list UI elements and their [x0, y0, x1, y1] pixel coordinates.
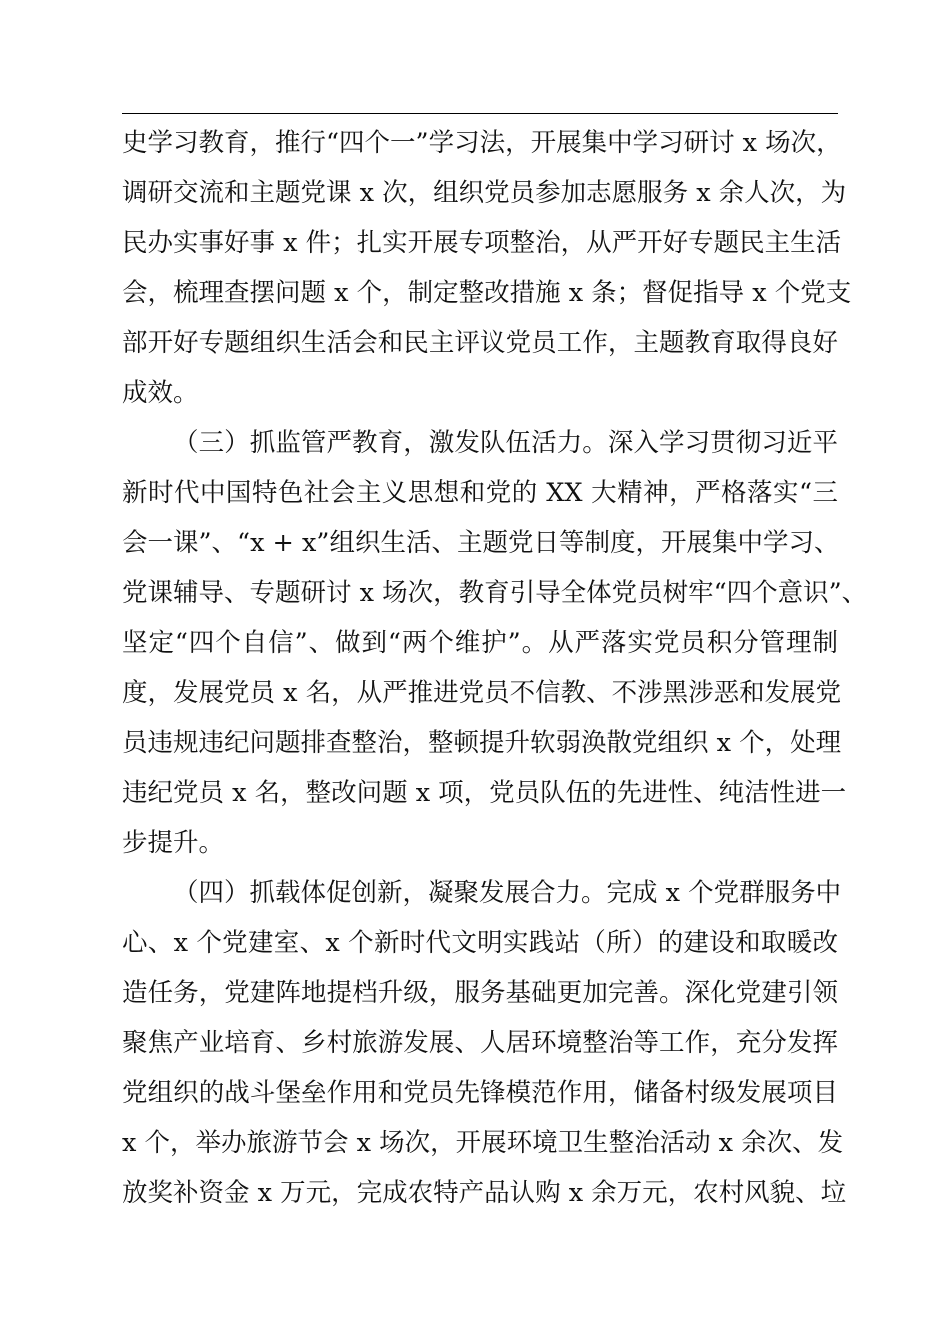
text-line: 党课辅导、专题研讨 x 场次，教育引导全体党员树牢“四个意识”、 [122, 578, 868, 608]
section-heading-line: （四）抓载体促创新，凝聚发展合力。完成 x 个党群服务中 [173, 878, 842, 908]
text-line: 放奖补资金 x 万元，完成农特产品认购 x 余万元，农村风貌、垃 [122, 1178, 847, 1208]
header-rule [122, 113, 838, 114]
text-line: x 个，举办旅游节会 x 场次，开展环境卫生整治活动 x 余次、发 [122, 1128, 844, 1158]
text-line: 会一课”、“x + x”组织生活、主题党日等制度，开展集中学习、 [122, 528, 840, 558]
text-line: 聚焦产业培育、乡村旅游发展、人居环境整治等工作，充分发挥 [122, 1028, 838, 1058]
text-line: 违纪党员 x 名，整改问题 x 项，党员队伍的先进性、纯洁性进一 [122, 778, 847, 808]
section-heading-line: （三）抓监管严教育，激发队伍活力。深入学习贯彻习近平 [173, 428, 838, 458]
paragraph-section-4 [122, 868, 847, 1218]
text-line: 调研交流和主题党课 x 次，组织党员参加志愿服务 x 余人次，为 [122, 178, 847, 208]
text-line: 新时代中国特色社会主义思想和党的 XX 大精神，严格落实“三 [122, 478, 838, 508]
text-line: 造任务，党建阵地提档升级，服务基础更加完善。深化党建引领 [122, 978, 838, 1008]
text-line: 部开好专题组织生活会和民主评议党员工作，主题教育取得良好 [122, 328, 838, 358]
text-line: 民办实事好事 x 件；扎实开展专项整治，从严开好专题民主生活 [122, 228, 842, 258]
text-line: 会，梳理查摆问题 x 个，制定整改措施 x 条；督促指导 x 个党支 [122, 278, 852, 308]
text-line: 步提升。 [122, 828, 225, 858]
text-line: 史学习教育，推行“四个一”学习法，开展集中学习研讨 x 场次， [122, 128, 842, 158]
text-line: 员违规违纪问题排查整治，整顿提升软弱涣散党组织 x 个，处理 [122, 728, 842, 758]
text-line: 坚定“四个自信”、做到“两个维护”。从严落实党员积分管理制 [122, 628, 838, 658]
text-line: 心、x 个党建室、x 个新时代文明实践站（所）的建设和取暖改 [122, 928, 838, 958]
paragraph-continued [122, 118, 852, 418]
text-line: 成效。 [122, 378, 199, 408]
text-line: 度，发展党员 x 名，从严推进党员不信教、不涉黑涉恶和发展党 [122, 678, 842, 708]
document-body [122, 118, 868, 1218]
paragraph-section-3 [122, 418, 868, 868]
text-line: 党组织的战斗堡垒作用和党员先锋模范作用，储备村级发展项目 [122, 1078, 838, 1108]
